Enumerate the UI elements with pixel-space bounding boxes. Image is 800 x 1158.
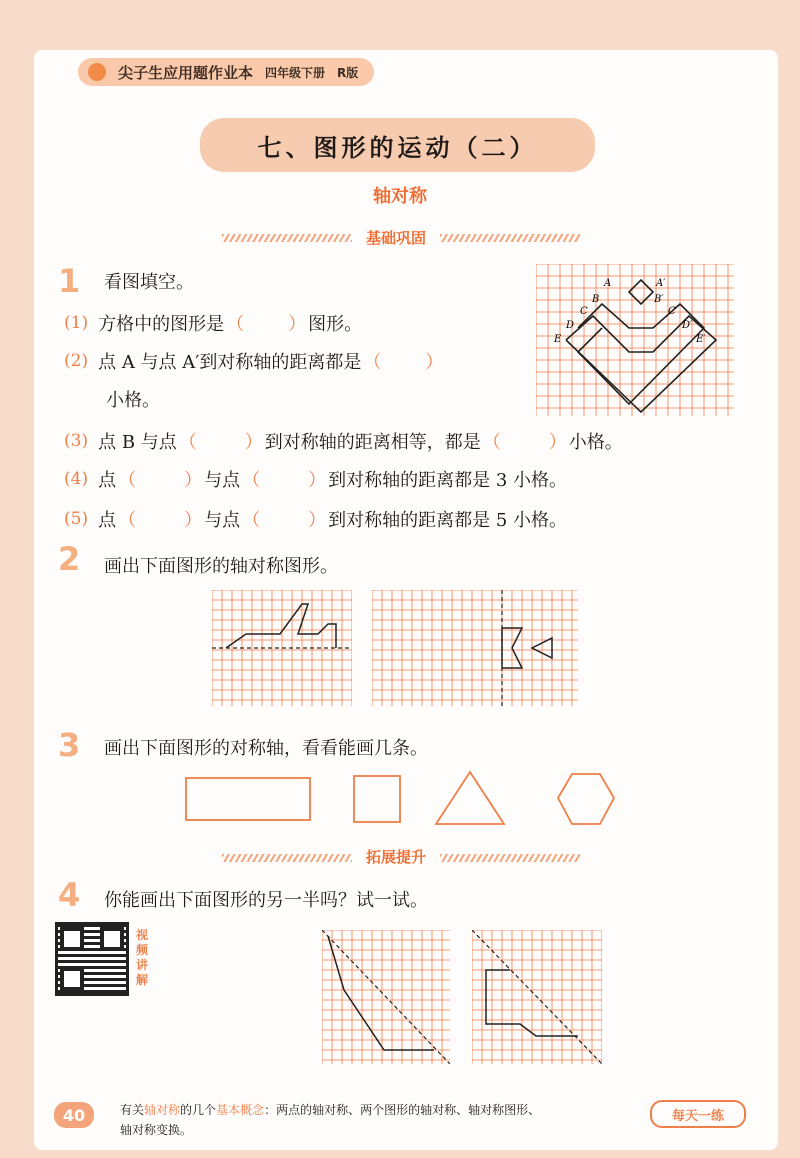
q2-left-shape: [226, 604, 336, 648]
point-label-B: B: [592, 294, 600, 305]
qr-corner: [60, 927, 84, 951]
answer-blank[interactable]: （ ）: [242, 510, 327, 531]
answer-blank[interactable]: （ ）: [226, 314, 307, 335]
answer-blank[interactable]: （ ）: [363, 352, 444, 373]
point-label-A: A: [604, 278, 612, 289]
q1-item-3: (3) 点 B 与点 （ ） 到对称轴的距离相等，都是 （ ） 小格。: [64, 428, 623, 454]
q1-item-1: (1) 方格中的图形是 （ ） 图形。: [64, 310, 362, 336]
divider-left-2: [222, 854, 352, 862]
point-label-E: E: [554, 334, 562, 345]
q4-grid-right: [472, 930, 602, 1064]
q1-item-2: (2) 点 A 与点 A′到对称轴的距离都是 （ ）: [64, 348, 445, 374]
grade-label: 四年级下册: [265, 65, 326, 80]
section-extend: 拓展提升: [365, 847, 426, 866]
point-label-A-prime: A′: [656, 278, 666, 289]
point-label-B-prime: B′: [654, 294, 664, 305]
q4-grid-left: [322, 930, 450, 1064]
q1-item-2-cont: 小格。: [106, 390, 160, 411]
answer-blank[interactable]: （ ）: [178, 432, 263, 453]
question-2-number: 2: [58, 540, 81, 578]
question-2-prompt: 画出下面图形的轴对称图形。: [104, 556, 338, 577]
triangle-shape: [436, 772, 504, 824]
q1-item-5: (5) 点 （ ） 与点 （ ） 到对称轴的距离都是 5 小格。: [64, 506, 567, 532]
qr-label: 视频讲解: [136, 928, 149, 987]
edition-label: R版: [337, 65, 359, 80]
qr-corner: [100, 927, 124, 951]
question-4-number: 4: [58, 876, 81, 914]
divider-right-2: [440, 854, 580, 862]
answer-blank[interactable]: （ ）: [482, 432, 567, 453]
question-1-number: 1: [58, 262, 81, 300]
point-label-D-prime: D′: [682, 320, 693, 331]
q2-grid-right: [372, 590, 578, 706]
question-1-prompt: 看图填空。: [104, 272, 194, 293]
divider-right: [440, 234, 580, 242]
hexagon-shape: [558, 774, 614, 824]
question-4-prompt: 你能画出下面图形的另一半吗？试一试。: [104, 890, 428, 911]
q1-chevron-outer: [566, 316, 716, 412]
square-shape: [354, 776, 400, 822]
qr-corner: [60, 967, 84, 991]
q1-item-4: (4) 点 （ ） 与点 （ ） 到对称轴的距离都是 3 小格。: [64, 466, 567, 492]
answer-blank[interactable]: （ ）: [118, 470, 203, 491]
chapter-title: 七、图形的运动（二）: [200, 118, 595, 172]
lesson-title: 轴对称: [373, 186, 427, 207]
daily-practice-badge: 每天一练: [650, 1100, 746, 1128]
rectangle-shape: [186, 778, 310, 820]
point-label-E-prime: E′: [696, 334, 706, 345]
answer-blank[interactable]: （ ）: [118, 510, 203, 531]
divider-left: [222, 234, 352, 242]
question-3-prompt: 画出下面图形的对称轴，看看能画几条。: [104, 738, 428, 759]
point-label-C: C: [580, 306, 588, 317]
q1-grid-figure: [536, 264, 734, 416]
point-label-C-prime: C′: [668, 306, 678, 317]
question-3-number: 3: [58, 726, 81, 764]
section-basic: 基础巩固: [365, 228, 426, 247]
sun-icon: [88, 63, 106, 81]
footer-note: 有关轴对称的几个基本概念：两点的轴对称、两个图形的轴对称、轴对称图形、 轴对称变换。: [120, 1103, 541, 1137]
q2-grid-left: [212, 590, 352, 706]
q3-shapes: [180, 768, 620, 832]
book-title: 尖子生应用题作业本: [118, 63, 254, 82]
answer-blank[interactable]: （ ）: [242, 470, 327, 491]
point-label-D: D: [566, 320, 575, 331]
q2-right-grid-lines: [372, 590, 578, 706]
page-number: 40: [54, 1102, 94, 1128]
qr-code[interactable]: [58, 925, 126, 993]
book-header: [78, 58, 374, 86]
